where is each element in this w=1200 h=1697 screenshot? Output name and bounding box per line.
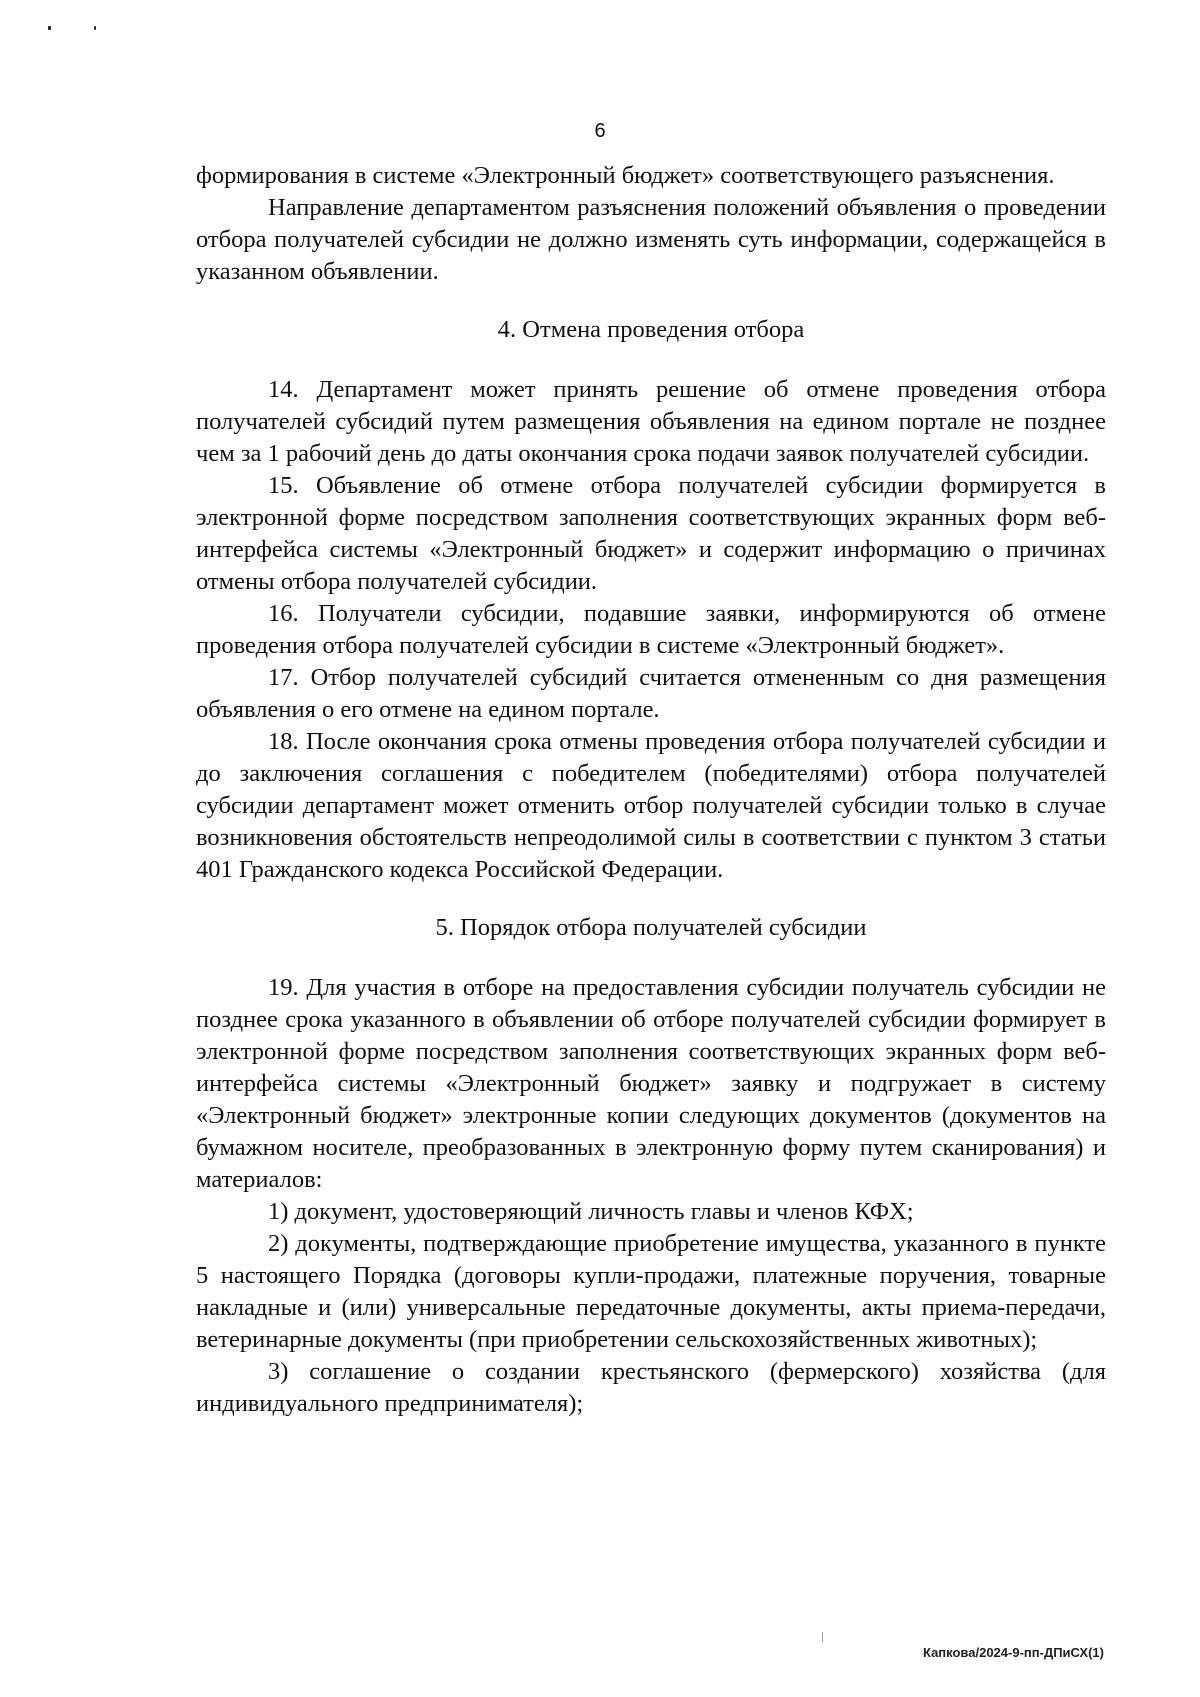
clause-18: 18. После окончания срока отмены проведения отбора получателей субсидии и до заключения соглашения с победителем (победителями) отбора получателей субсидии департамент может отменить отбор получателей субсидии только в случае возникновения обстоятельств непреодолимой силы в соответствии с пунктом 3 статьи 401 Гражданского кодекса Российской Федерации. (196, 728, 1106, 883)
section-heading-5: 5. Порядок отбора получателей субсидии (435, 914, 867, 941)
scan-mark (822, 1632, 823, 1642)
clause-17: 17. Отбор получателей субсидий считается отмененным со дня размещения объявления о его отмене на едином портале. (196, 664, 1106, 723)
clause-14: 14. Департамент может принять решение об отмене проведения отбора получателей субсидий путем размещения объявления на едином портале не позднее чем за 1 рабочий день до даты окончания срока подачи заявок получателей субсидии. (196, 376, 1106, 467)
scan-mark (48, 26, 51, 30)
paragraph: формирования в системе «Электронный бюджет» соответствующего разъяснения. (196, 162, 1055, 189)
scan-mark (94, 26, 96, 30)
paragraph: Направление департаментом разъяснения положений объявления о проведении отбора получателей субсидии не должно изменять суть информации, содержащейся в указанном объявлении. (196, 194, 1106, 285)
section-heading-4: 4. Отмена проведения отбора (497, 316, 805, 343)
list-item: 1) документ, удостоверяющий личность главы и членов КФХ; (268, 1198, 914, 1225)
page-number: 6 (594, 120, 606, 142)
clause-16: 16. Получатели субсидии, подавшие заявки, информируются об отмене проведения отбора получателей субсидии в системе «Электронный бюджет». (196, 600, 1106, 659)
list-item: 3) соглашение о создании крестьянского (фермерского) хозяйства (для индивидуального предпринимателя); (196, 1358, 1106, 1417)
document-footer-code: Капкова/2024-9-пп-ДПиСХ(1) (922, 1645, 1104, 1660)
document-body (196, 160, 1106, 1420)
list-item: 2) документы, подтверждающие приобретение имущества, указанного в пункте 5 настоящего Порядка (договоры купли-продажи, платежные поручения, товарные накладные и (или) универсальные передаточные документы, акты приема-передачи, ветеринарные документы (при приобретении сельскохозяйственных животных); (196, 1230, 1106, 1353)
clause-19: 19. Для участия в отборе на предоставления субсидии получатель субсидии не позднее срока указанного в объявлении об отборе получателей субсидии формирует в электронной форме посредством заполнения соответствующих экранных форм веб-интерфейса системы «Электронный бюджет» заявку и подгружает в систему «Электронный бюджет» электронные копии следующих документов (документов на бумажном носителе, преобразованных в электронную форму путем сканирования) и материалов: (196, 974, 1106, 1193)
clause-15: 15. Объявление об отмене отбора получателей субсидии формируется в электронной форме посредством заполнения соответствующих экранных форм веб-интерфейса системы «Электронный бюджет» и содержит информацию о причинах отмены отбора получателей субсидии. (196, 472, 1106, 595)
